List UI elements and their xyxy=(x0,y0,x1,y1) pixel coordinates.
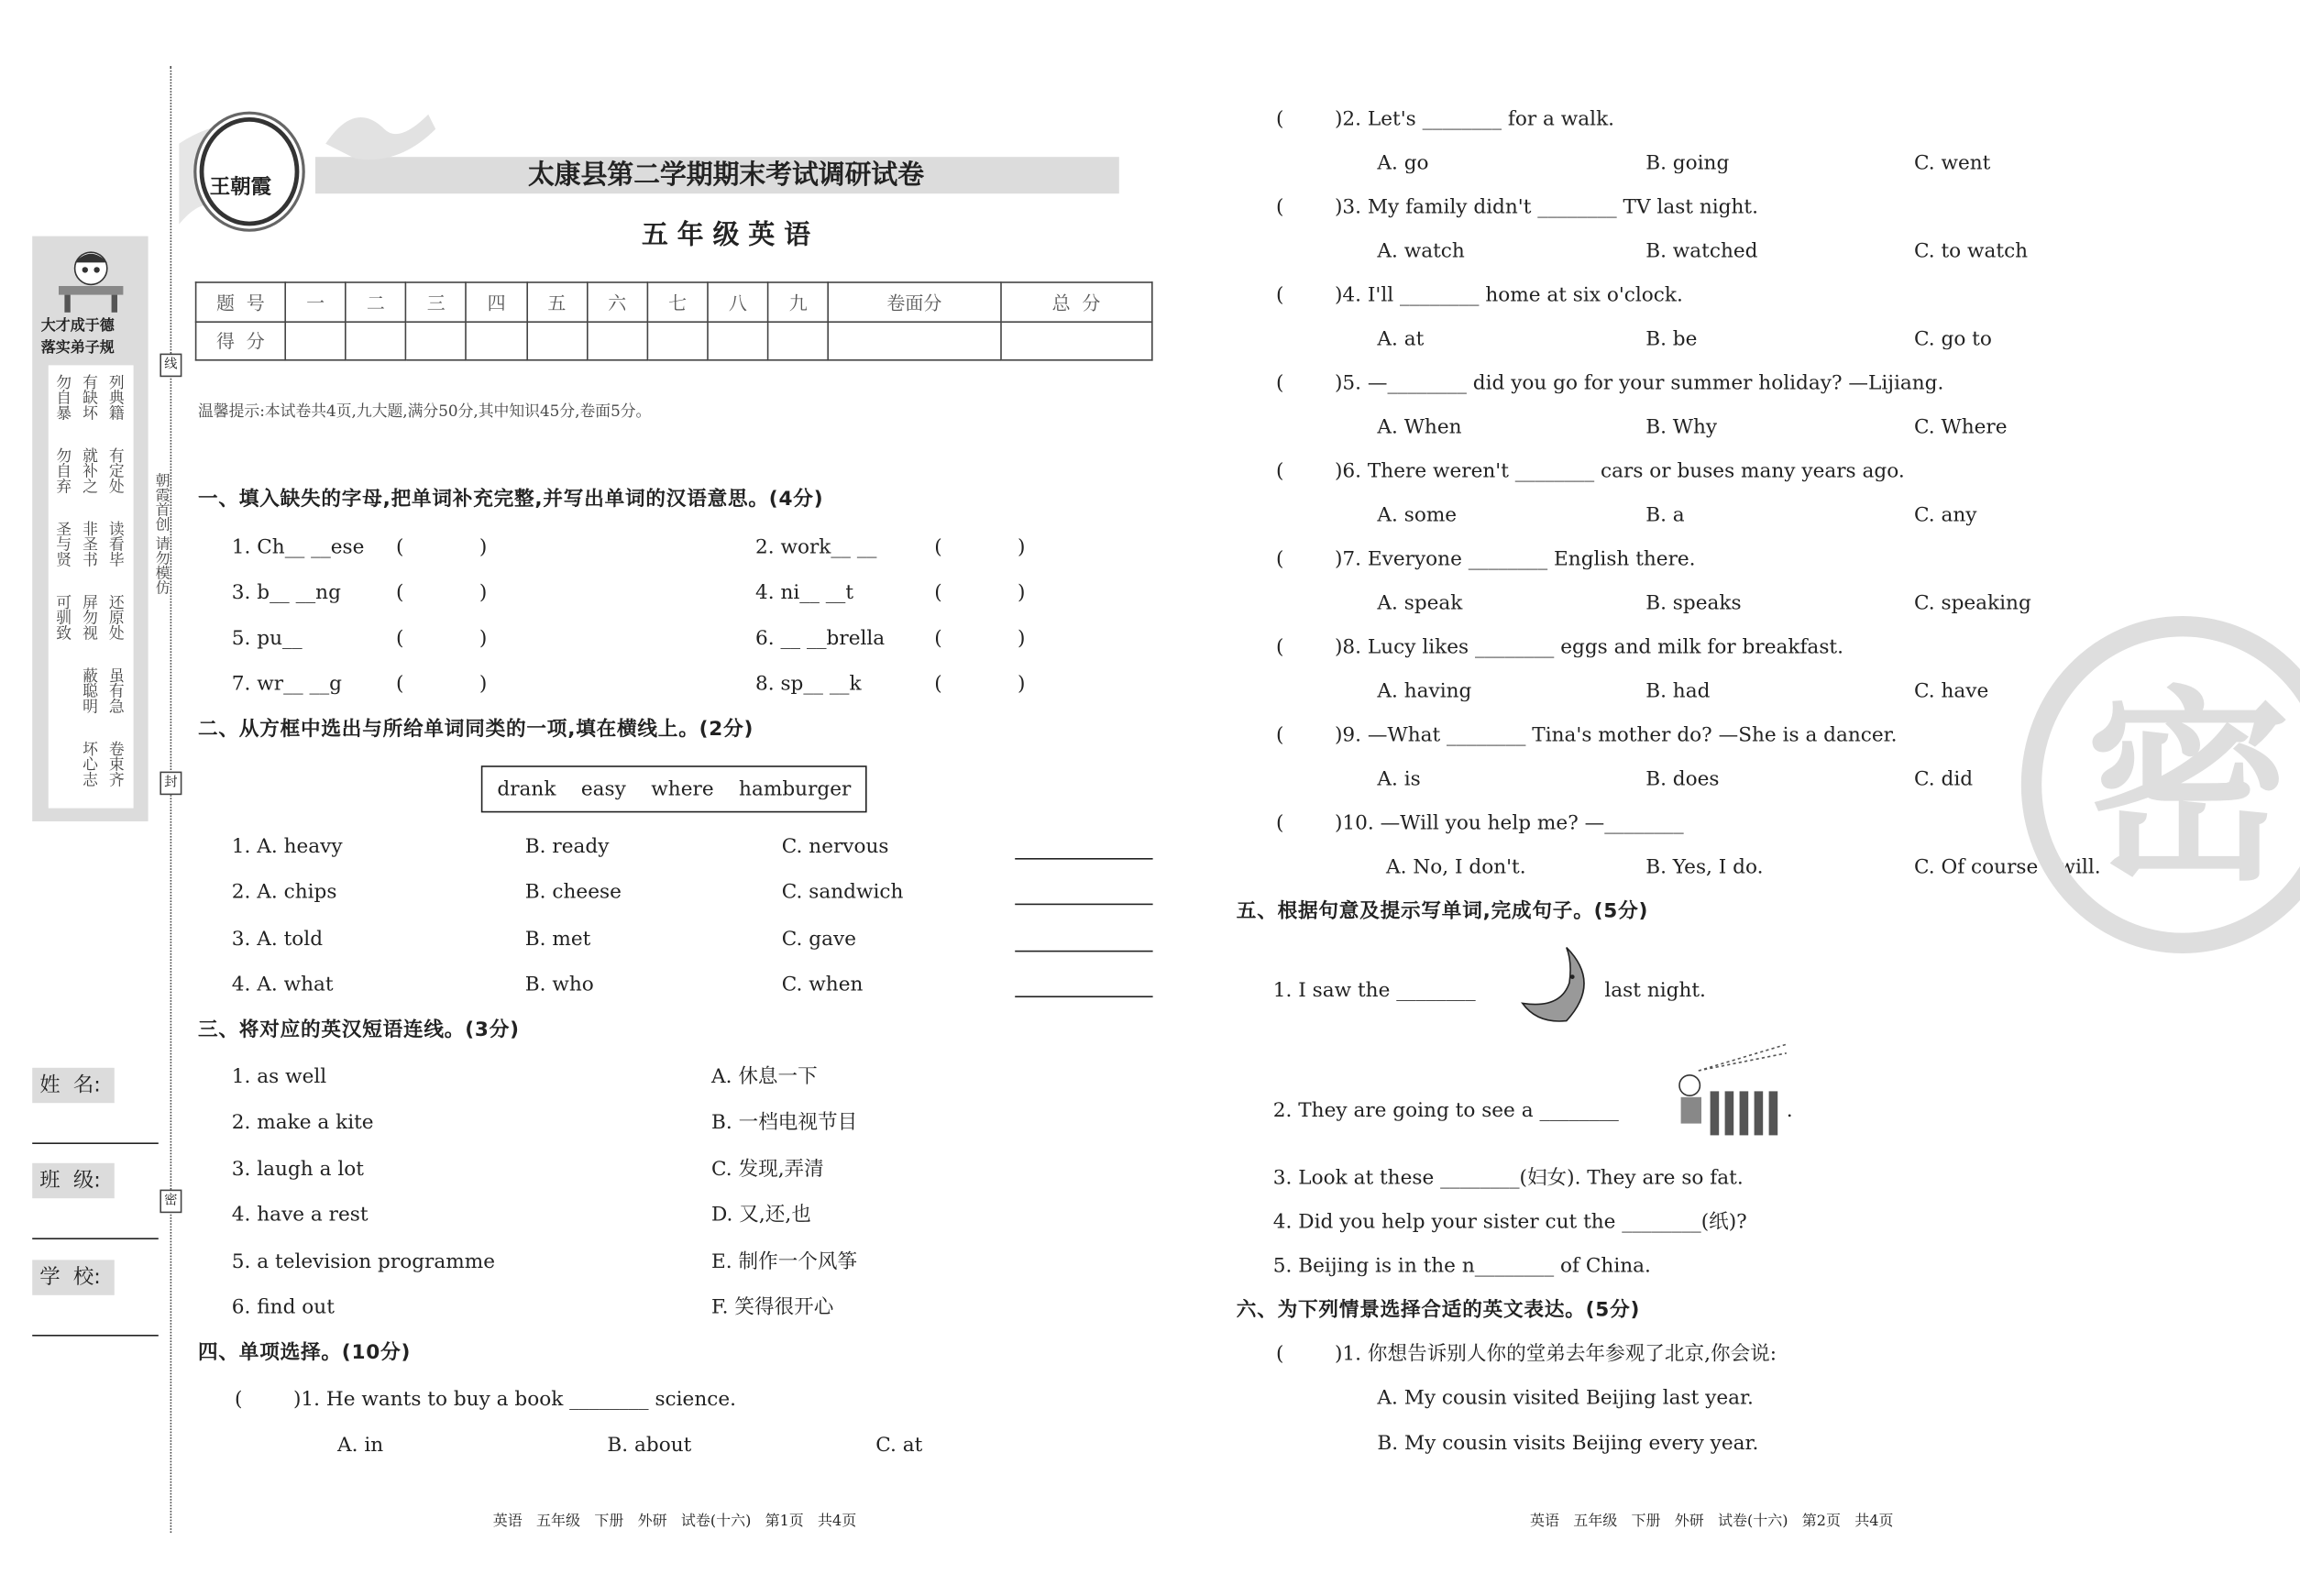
sec3-chinese-phrase[interactable]: B. 一档电视节目 xyxy=(711,1111,858,1135)
answer-paren[interactable]: ( xyxy=(1276,723,1284,747)
sec1-item: 3. b__ __ng xyxy=(231,581,341,605)
sec3-english-phrase[interactable]: 3. laugh a lot xyxy=(231,1157,364,1182)
score-input-cell[interactable] xyxy=(527,321,588,359)
score-header-cell: 九 xyxy=(768,282,829,321)
poem-column: 列典籍 xyxy=(106,374,126,421)
score-header-cell: 三 xyxy=(406,282,467,321)
poem-box xyxy=(49,365,134,808)
sec4-option[interactable]: C. at xyxy=(875,1433,923,1458)
sec5-item-tail: . xyxy=(1786,1098,1793,1123)
score-header-cell: 七 xyxy=(647,282,708,321)
student-reading-illustration xyxy=(47,245,135,315)
sec4-question: )9. —What ________ Tina's mother do? —She is a dancer. xyxy=(1335,723,1898,747)
sec4-heading: 四、单项选择。(10分) xyxy=(198,1340,412,1365)
sec1-item: 8. sp__ __k xyxy=(755,672,862,696)
sec1-answer-paren[interactable]: ( ) xyxy=(934,626,1026,651)
poem-column: 可驯致 xyxy=(54,594,72,641)
sec5-heading: 五、根据句意及提示写单词,完成句子。(5分) xyxy=(1236,899,1649,923)
sec4-option[interactable]: B. going xyxy=(1645,151,1730,175)
sec4-option[interactable]: B. had xyxy=(1645,679,1711,703)
score-row-label: 得 分 xyxy=(196,321,286,359)
sec4-question: )10. —Will you help me? —________ xyxy=(1335,811,1684,835)
sec6-heading: 六、为下列情景选择合适的英文表达。(5分) xyxy=(1236,1298,1641,1322)
sec6-option[interactable]: A. My cousin visited Beijing last year. xyxy=(1377,1386,1754,1410)
answer-paren[interactable]: ( xyxy=(1276,107,1284,131)
poem-column: 非圣书 xyxy=(81,521,99,567)
sec5-item: 4. Did you help your sister cut the ________(纸)? xyxy=(1272,1210,1747,1234)
sec4-option[interactable]: B. does xyxy=(1645,767,1720,791)
sec3-chinese-phrase[interactable]: C. 发现,弄清 xyxy=(711,1157,824,1182)
sec1-item: 4. ni__ __t xyxy=(755,581,854,605)
poem-column: 卷束齐 xyxy=(106,741,126,787)
page2-footer: 英语 五年级 下册 外研 试卷(十六) 第2页 共4页 xyxy=(1530,1513,1894,1530)
field-input-line[interactable] xyxy=(32,1142,159,1144)
score-header-cell: 五 xyxy=(527,282,588,321)
sec5-item: 1. I saw the ________ xyxy=(1272,978,1476,1003)
sec4-question: )8. Lucy likes ________ eggs and milk for breakfast. xyxy=(1335,635,1843,659)
sec4-option[interactable]: B. a xyxy=(1645,503,1685,527)
sec2-option: B. met xyxy=(524,927,591,952)
sec2-option: C. nervous xyxy=(781,834,889,859)
answer-paren[interactable]: ( xyxy=(1276,1342,1284,1366)
answer-paren[interactable]: ( xyxy=(1276,371,1284,395)
sec4-option[interactable]: A. When xyxy=(1377,415,1462,439)
sidebar-panel xyxy=(32,237,148,821)
sec1-heading: 一、填入缺失的字母,把单词补充完整,并写出单词的汉语意思。(4分) xyxy=(198,487,824,512)
sec2-heading: 二、从方框中选出与所给单词同类的一项,填在横线上。(2分) xyxy=(198,717,754,742)
poem-column: 还原处 xyxy=(106,594,126,641)
score-input-cell[interactable] xyxy=(467,321,527,359)
score-input-cell[interactable] xyxy=(768,321,829,359)
sec1-item: 5. pu__ xyxy=(231,626,303,651)
sec4-option[interactable]: A. watch xyxy=(1377,239,1465,263)
sec4-option[interactable]: A. No, I don't. xyxy=(1386,855,1526,879)
sec4-option[interactable]: A. go xyxy=(1377,151,1429,175)
sec1-item: 1. Ch__ __ese xyxy=(231,535,365,559)
sec1-answer-paren[interactable]: ( ) xyxy=(934,535,1026,559)
score-header-cell: 六 xyxy=(587,282,647,321)
answer-paren[interactable]: ( xyxy=(235,1388,243,1412)
score-input-cell[interactable] xyxy=(587,321,647,359)
exam-title: 太康县第二学期期末考试调研试卷 xyxy=(528,160,924,191)
motto-line-2: 落实弟子规 xyxy=(40,340,115,357)
sec4-option[interactable]: C. Of course I will. xyxy=(1914,855,2101,879)
sec3-chinese-phrase[interactable]: F. 笑得很开心 xyxy=(711,1295,834,1319)
sec4-option[interactable]: A. speak xyxy=(1377,591,1463,615)
sec2-answer-line[interactable] xyxy=(1015,904,1152,906)
score-table xyxy=(195,281,1153,360)
sec2-option: C. gave xyxy=(781,927,856,952)
sec4-option[interactable]: C. go to xyxy=(1914,327,1992,351)
sec4-option[interactable]: A. in xyxy=(337,1433,384,1458)
sec4-question: )5. —________ did you go for your summer holiday? —Lijiang. xyxy=(1335,371,1944,395)
sec1-answer-paren[interactable]: ( ) xyxy=(934,581,1026,605)
sec1-answer-paren[interactable]: ( ) xyxy=(396,672,488,696)
sec3-chinese-phrase[interactable]: A. 休息一下 xyxy=(711,1065,818,1089)
sec3-english-phrase[interactable]: 1. as well xyxy=(231,1065,327,1089)
sec4-option[interactable]: B. watched xyxy=(1645,239,1758,263)
poem-column: 就补之 xyxy=(81,447,99,494)
score-header-cell: 总 分 xyxy=(1000,282,1152,321)
sec5-item: 3. Look at these ________(妇女). They are so fat. xyxy=(1272,1166,1744,1190)
logo-text: 王朝霞 xyxy=(209,176,271,200)
poem-column: 圣与贤 xyxy=(54,521,72,567)
sec4-option[interactable]: B. be xyxy=(1645,327,1698,351)
sec4-option[interactable]: A. having xyxy=(1377,679,1472,703)
score-header-label: 题 号 xyxy=(196,282,286,321)
sec4-option[interactable]: B. about xyxy=(607,1433,692,1458)
sec2-option: B. ready xyxy=(524,834,610,859)
poem-column: 勿自弃 xyxy=(54,447,72,494)
seal-mark: 线 xyxy=(160,354,182,378)
moon-picture xyxy=(1516,944,1599,1023)
sec1-answer-paren[interactable]: ( ) xyxy=(396,535,488,559)
sec2-option: 2. A. chips xyxy=(231,880,337,904)
sec1-answer-paren[interactable]: ( ) xyxy=(396,626,488,651)
sec4-option[interactable]: A. some xyxy=(1377,503,1458,527)
sec5-item: 5. Beijing is in the n________ of China. xyxy=(1272,1254,1651,1278)
sec4-question: )1. He wants to buy a book ________ science. xyxy=(293,1388,736,1412)
score-header-cell: 一 xyxy=(285,282,346,321)
sec1-item: 7. wr__ __g xyxy=(231,672,342,696)
sec4-option[interactable]: B. Yes, I do. xyxy=(1645,855,1764,879)
score-header-cell: 四 xyxy=(467,282,527,321)
sec3-english-phrase[interactable]: 6. find out xyxy=(231,1295,335,1319)
sec2-answer-line[interactable] xyxy=(1015,996,1152,997)
sec6-question: )1. 你想告诉别人你的堂弟去年参观了北京,你会说: xyxy=(1335,1342,1777,1366)
poem-column: 虽有急 xyxy=(106,667,126,714)
sec4-question: )7. Everyone ________ English there. xyxy=(1335,547,1696,571)
sec4-question: )6. There weren't ________ cars or buses many years ago. xyxy=(1335,459,1905,483)
poem-column: 坏心志 xyxy=(81,741,99,787)
sec3-english-phrase[interactable]: 5. a television programme xyxy=(231,1249,496,1273)
poem-column: 有定处 xyxy=(106,447,126,494)
poem-column: 有缺坏 xyxy=(81,374,99,421)
binding-dotted-line xyxy=(171,66,172,1533)
sec4-option[interactable]: C. speaking xyxy=(1914,591,2031,615)
sec4-option[interactable]: C. have xyxy=(1914,679,1989,703)
sec4-option[interactable]: C. to watch xyxy=(1914,239,2029,263)
sec4-question: )4. I'll ________ home at six o'clock. xyxy=(1335,283,1683,307)
score-input-cell[interactable] xyxy=(346,321,406,359)
binding-note: 朝霞首创 请勿模仿 xyxy=(151,472,169,595)
sec4-option[interactable]: C. Where xyxy=(1914,415,2008,439)
sec2-box-words: drank easy where hamburger xyxy=(497,777,852,801)
sec2-option: C. sandwich xyxy=(781,880,904,904)
sec5-item-tail: last night. xyxy=(1604,978,1706,1003)
sec3-chinese-phrase[interactable]: E. 制作一个风筝 xyxy=(711,1249,858,1273)
sec4-option[interactable]: C. any xyxy=(1914,503,1977,527)
sec3-english-phrase[interactable]: 2. make a kite xyxy=(231,1111,374,1135)
answer-paren[interactable]: ( xyxy=(1276,811,1284,835)
brand-logo xyxy=(200,117,300,226)
poem-column: 蔽聪明 xyxy=(81,667,99,714)
score-header-cell: 八 xyxy=(708,282,768,321)
sec2-option: B. cheese xyxy=(524,880,622,904)
answer-paren[interactable]: ( xyxy=(1276,459,1284,483)
field-input-line[interactable] xyxy=(32,1335,159,1337)
score-input-cell[interactable] xyxy=(285,321,346,359)
answer-paren[interactable]: ( xyxy=(1276,283,1284,307)
sec4-option[interactable]: A. is xyxy=(1377,767,1421,791)
sec2-option: B. who xyxy=(524,973,594,996)
sec1-answer-paren[interactable]: ( ) xyxy=(396,581,488,605)
sec4-option[interactable]: C. did xyxy=(1914,767,1974,791)
sec4-option[interactable]: A. at xyxy=(1377,327,1425,351)
kite-show-picture xyxy=(1669,1041,1789,1144)
field-label-box: 班 级: xyxy=(32,1163,115,1198)
sec4-question: )2. Let's ________ for a walk. xyxy=(1335,107,1615,131)
field-label-box: 学 校: xyxy=(32,1260,115,1294)
sec2-option: 1. A. heavy xyxy=(231,834,343,859)
score-input-cell[interactable] xyxy=(708,321,768,359)
score-header-cell: 卷面分 xyxy=(829,282,1001,321)
sec4-question: )3. My family didn't ________ TV last night. xyxy=(1335,195,1758,219)
score-input-cell[interactable] xyxy=(829,321,1001,359)
sec3-heading: 三、将对应的英汉短语连线。(3分) xyxy=(198,1018,520,1042)
sec1-item: 6. __ __brella xyxy=(755,626,886,651)
sec1-item: 2. work__ __ xyxy=(755,535,877,559)
sec3-english-phrase[interactable]: 4. have a rest xyxy=(231,1203,369,1227)
notice-text: 温馨提示:本试卷共4页,九大题,满分50分,其中知识45分,卷面5分。 xyxy=(198,402,652,421)
answer-paren[interactable]: ( xyxy=(1276,547,1284,571)
sec4-option[interactable]: B. Why xyxy=(1645,415,1718,439)
poem-column: 勿自暴 xyxy=(54,374,72,421)
motto-line-1: 大才成于德 xyxy=(40,318,115,335)
seal-mark: 封 xyxy=(160,772,182,796)
answer-paren[interactable]: ( xyxy=(1276,195,1284,219)
sec6-option[interactable]: B. My cousin visits Beijing every year. xyxy=(1377,1432,1759,1456)
page1-footer: 英语 五年级 下册 外研 试卷(十六) 第1页 共4页 xyxy=(492,1513,857,1530)
field-label-box: 姓 名: xyxy=(32,1068,115,1103)
watermark-seal xyxy=(2021,616,2300,953)
field-input-line[interactable] xyxy=(32,1238,159,1239)
sec2-answer-line[interactable] xyxy=(1015,858,1152,860)
poem-column: 读看毕 xyxy=(106,521,126,567)
sec1-answer-paren[interactable]: ( ) xyxy=(934,672,1026,696)
seal-mark: 密 xyxy=(160,1190,182,1214)
sec2-option: C. when xyxy=(781,973,864,996)
score-input-cell[interactable] xyxy=(406,321,467,359)
sec5-item: 2. They are going to see a ________ xyxy=(1272,1098,1619,1123)
sec4-option[interactable]: B. speaks xyxy=(1645,591,1742,615)
sec3-chinese-phrase[interactable]: D. 又,还,也 xyxy=(711,1203,811,1227)
score-input-cell[interactable] xyxy=(647,321,708,359)
sec2-answer-line[interactable] xyxy=(1015,951,1152,952)
sec2-option: 4. A. what xyxy=(231,973,334,996)
watermark-char: 密 xyxy=(2085,670,2292,909)
exam-subtitle: 五 年 级 英 语 xyxy=(641,220,811,251)
answer-paren[interactable]: ( xyxy=(1276,635,1284,659)
sec2-option: 3. A. told xyxy=(231,927,324,952)
sec4-option[interactable]: C. went xyxy=(1914,151,1991,175)
score-input-cell[interactable] xyxy=(1000,321,1152,359)
poem-column: 屏勿视 xyxy=(81,594,99,641)
score-header-cell: 二 xyxy=(346,282,406,321)
